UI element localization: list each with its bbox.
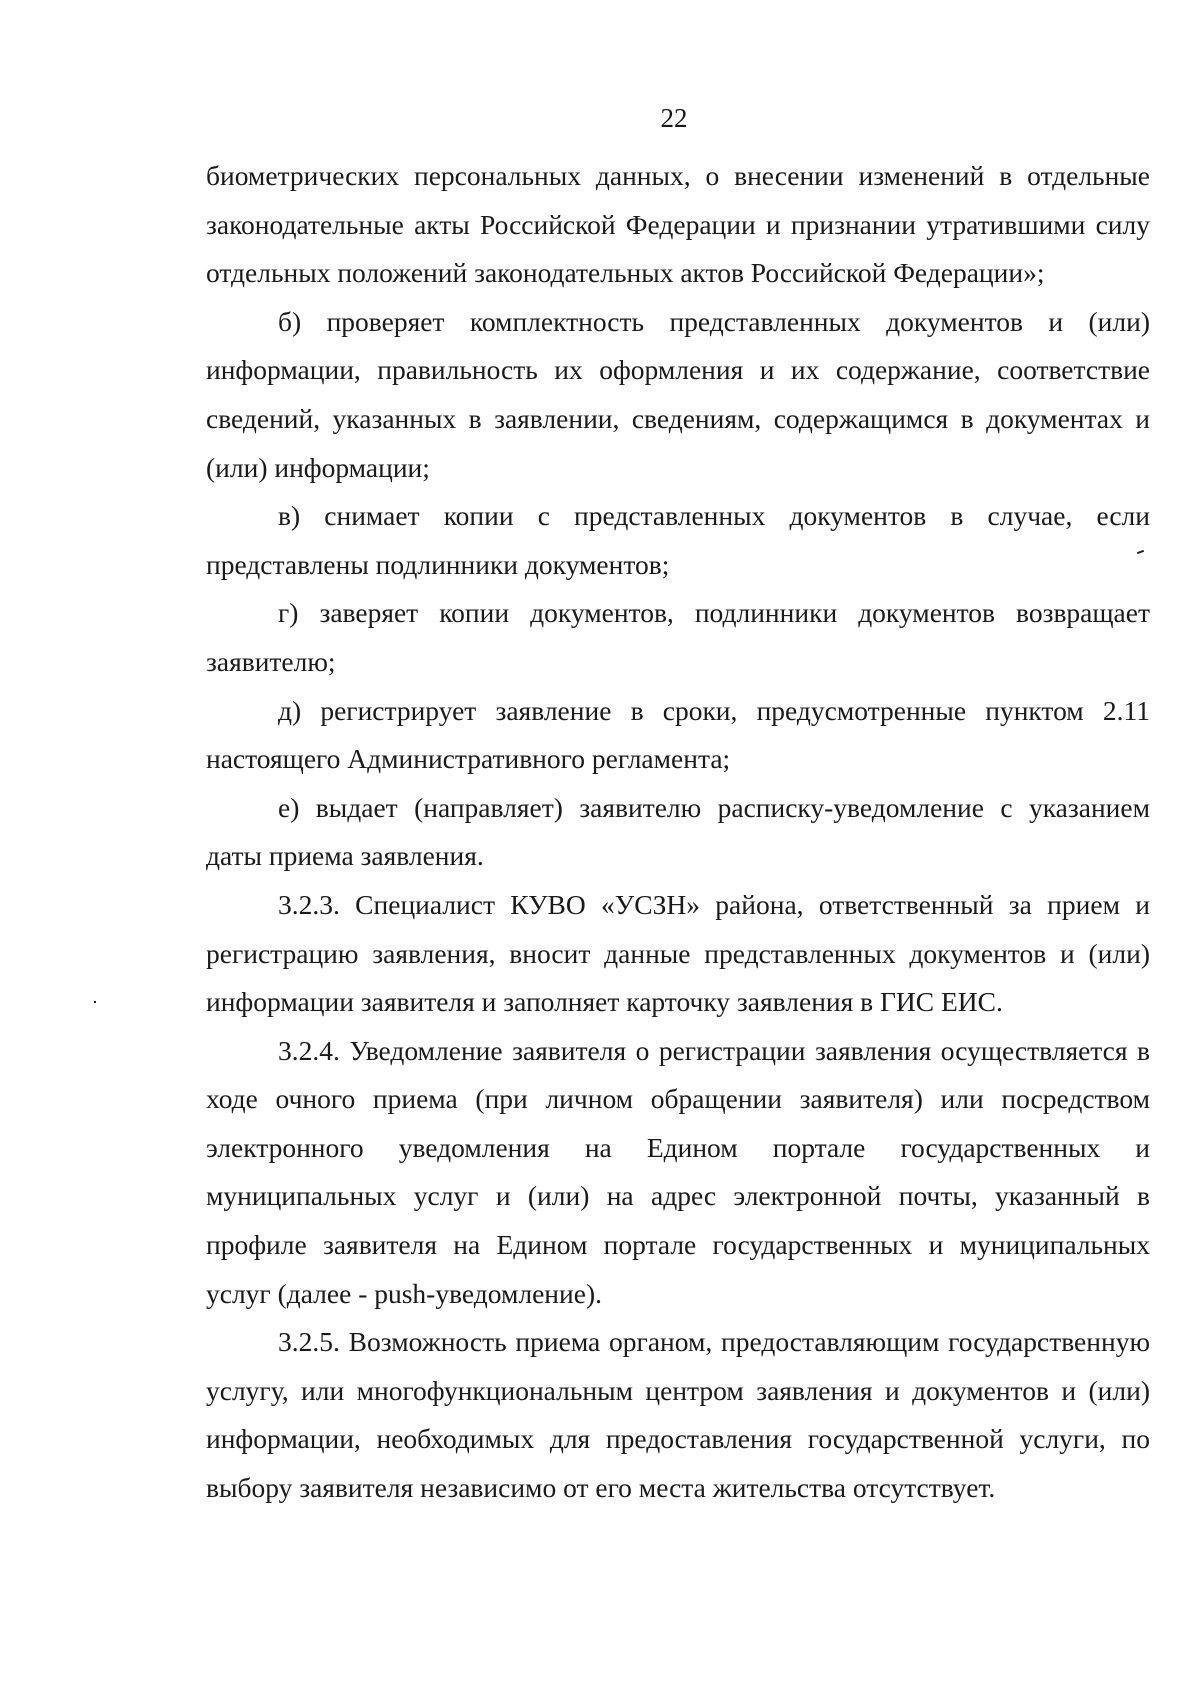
paragraph-item-d: д) регистрирует заявление в сроки, предусмотренные пунктом 2.11 настоящего Административного регламента; (206, 694, 1150, 775)
paragraph-continuation: биометрических персональных данных, о внесении изменений в отдельные законодательные акты Российской Федерации и признании утратившими силу отдельных положений законодательных актов Российской Федерации»; (206, 160, 1150, 289)
paragraph-item-b: б) проверяет комплектность представленных документов и (или) информации, правильность их оформления и их содержание, соответствие сведений, указанных в заявлении, сведениям, содержащимся в документах и (или) информации; (206, 305, 1150, 483)
page-number: 22 (660, 103, 688, 133)
paragraph-3-2-5: 3.2.5. Возможность приема органом, предоставляющим государственную услугу, или многофункциональным центром заявления и документов и (или) информации, необходимых для предоставления государственной услуги, по выбору заявителя независимо от его места жительства отсутствует. (206, 1326, 1150, 1504)
paragraph-item-g: г) заверяет копии документов, подлинники документов возвращает заявителю; (206, 597, 1150, 677)
scan-dot (94, 1001, 96, 1003)
paragraph-3-2-4: 3.2.4. Уведомление заявителя о регистрации заявления осуществляется в ходе очного приема (при личном обращении заявителя) или посредством электронного уведомления на Едином портале государственных и муниципальных услуг и (или) на адрес электронной почты, указанный в профиле заявителя на Едином портале государственных и муниципальных услуг (далее - push-уведомление). (206, 1034, 1150, 1309)
paragraph-item-v: в) снимает копии с представленных документов в случае, если представлены подлинники документов; (206, 500, 1150, 580)
paragraph-3-2-3: 3.2.3. Специалист КУВО «УСЗН» района, ответственный за прием и регистрацию заявления, вносит данные представленных документов и (или) информации заявителя и заполняет карточку заявления в ГИС ЕИС. (206, 888, 1150, 1018)
paragraph-item-e: е) выдает (направляет) заявителю расписку-уведомление с указанием даты приема заявления. (206, 791, 1150, 872)
document-body (206, 152, 1150, 1513)
